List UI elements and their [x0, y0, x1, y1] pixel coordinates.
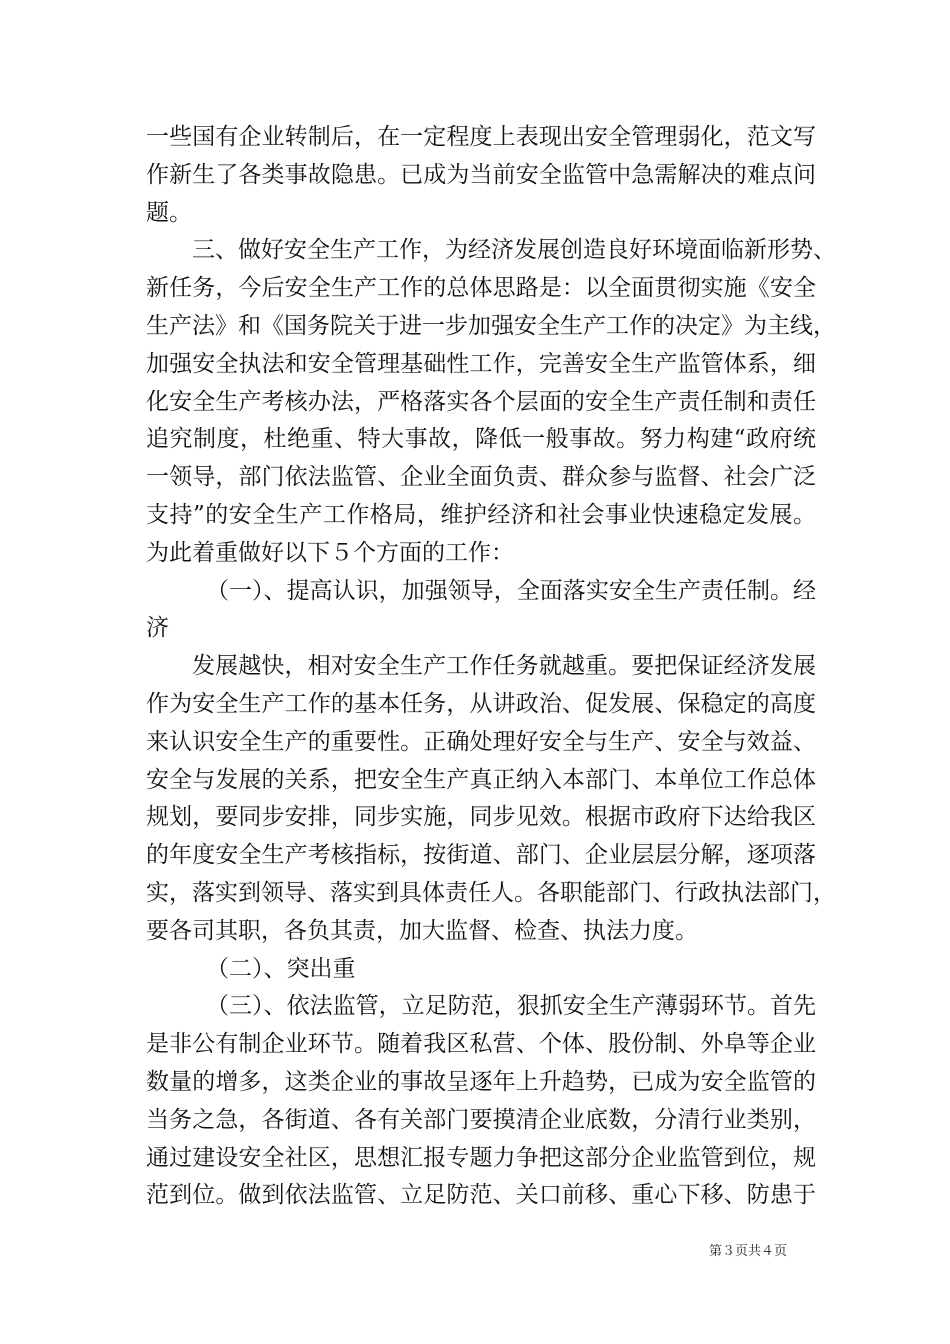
page-number: 第３页共４页	[709, 1244, 788, 1259]
text-line: 作为安全生产工作的基本任务，从讲政治、促发展、保稳定的高度	[146, 690, 816, 717]
text-line: 化安全生产考核办法，严格落实各个层面的安全生产责任制和责任	[146, 388, 816, 415]
text-line: 三、做好安全生产工作，为经济发展创造良好环境面临新形势、	[192, 237, 836, 264]
text-line: 是非公有制企业环节。随着我区私营、个体、股份制、外阜等企业	[146, 1031, 816, 1058]
text-line: 一些国有企业转制后，在一定程度上表现出安全管理弱化，范文写	[146, 124, 816, 150]
text-line: 济	[146, 615, 169, 642]
text-line: 当务之急，各街道、各有关部门要摸清企业底数，分清行业类别，	[146, 1106, 816, 1133]
text-line: 为此着重做好以下５个方面的工作：	[146, 539, 514, 566]
text-line: 实，落实到领导、落实到具体责任人。各职能部门、行政执法部门，	[146, 879, 836, 906]
text-line: 安全与发展的关系，把安全生产真正纳入本部门、本单位工作总体	[146, 766, 816, 793]
text-line: 题。	[146, 199, 192, 226]
text-line: 通过建设安全社区，思想汇报专题力争把这部分企业监管到位，规	[146, 1144, 816, 1171]
text-line: 一领导，部门依法监管、企业全面负责、群众参与监督、社会广泛	[146, 464, 816, 491]
text-line: 发展越快，相对安全生产工作任务就越重。要把保证经济发展	[192, 653, 816, 680]
text-line: 数量的增多，这类企业的事故呈逐年上升趋势，已成为安全监管的	[146, 1068, 816, 1095]
text-line: 来认识安全生产的重要性。正确处理好安全与生产、安全与效益、	[146, 728, 816, 755]
text-line: （二）、突出重	[206, 955, 356, 982]
text-line: 作新生了各类事故隐患。已成为当前安全监管中急需解决的难点问	[146, 161, 816, 188]
text-line: 新任务，今后安全生产工作的总体思路是：以全面贯彻实施《安全	[146, 275, 816, 302]
text-line: 范到位。做到依法监管、立足防范、关口前移、重心下移、防患于	[146, 1182, 816, 1209]
text-line: 要各司其职，各负其责，加大监督、检查、执法力度。	[146, 917, 698, 944]
text-line: 追究制度，杜绝重、特大事故，降低一般事故。努力构建“政府统	[146, 426, 816, 453]
text-line: （三）、依法监管，立足防范，狠抓安全生产薄弱环节。首先	[206, 993, 816, 1020]
text-line: 的年度安全生产考核指标，按街道、部门、企业层层分解，逐项落	[146, 842, 816, 869]
text-line: （一）、提高认识，加强领导，全面落实安全生产责任制。经	[206, 577, 816, 604]
text-line: 加强安全执法和安全管理基础性工作，完善安全生产监管体系，细	[146, 350, 816, 377]
body-text	[146, 119, 836, 1215]
text-line: 生产法》和《国务院关于进一步加强安全生产工作的决定》为主线，	[146, 312, 836, 339]
text-line: 支持”的安全生产工作格局，维护经济和社会事业快速稳定发展。	[146, 501, 816, 528]
text-line: 规划，要同步安排，同步实施，同步见效。根据市政府下达给我区	[146, 804, 816, 831]
